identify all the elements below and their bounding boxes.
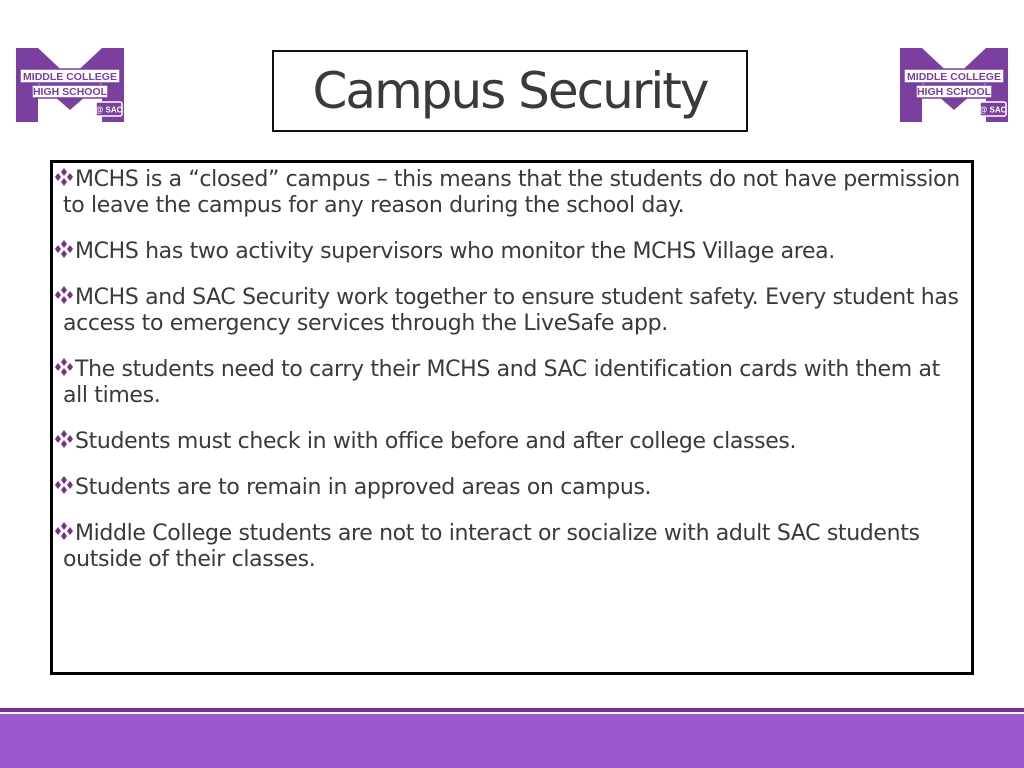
footer-band — [0, 714, 1024, 768]
logo-line1: MIDDLE COLLEGE — [907, 71, 1001, 83]
bullet-text: MCHS has two activity supervisors who monitor the MCHS Village area. — [75, 239, 835, 264]
list-item — [53, 429, 971, 455]
logo-line2: HIGH SCHOOL — [916, 86, 992, 98]
school-logo-right — [900, 48, 1008, 122]
bullet-list — [53, 167, 971, 573]
list-item — [53, 285, 971, 337]
content-box — [50, 160, 974, 675]
bullet-text: MCHS is a “closed” campus – this means that the students do not have permission to leave the campus for any reason during the school day. — [63, 167, 960, 218]
four-diamond-bullet-icon — [53, 475, 75, 495]
logo-badge: @ SAC — [979, 105, 1007, 115]
list-item — [53, 167, 971, 219]
four-diamond-bullet-icon — [53, 429, 75, 449]
four-diamond-bullet-icon — [53, 285, 75, 305]
bullet-text: Students are to remain in approved areas on campus. — [75, 475, 652, 500]
bullet-text: Students must check in with office before and after college classes. — [75, 429, 797, 454]
school-logo-left — [16, 48, 124, 122]
logo-line1: MIDDLE COLLEGE — [23, 71, 117, 83]
page-title: Campus Security — [312, 62, 708, 120]
logo-line2: HIGH SCHOOL — [32, 86, 108, 98]
title-box — [272, 50, 748, 132]
four-diamond-bullet-icon — [53, 521, 75, 541]
bullet-text: The students need to carry their MCHS and SAC identification cards with them at all times. — [63, 357, 940, 408]
four-diamond-bullet-icon — [53, 167, 75, 187]
logo-badge: @ SAC — [95, 105, 123, 115]
list-item — [53, 521, 971, 573]
list-item — [53, 357, 971, 409]
bullet-text: Middle College students are not to interact or socialize with adult SAC students outside of their classes. — [63, 521, 920, 572]
footer-divider — [0, 708, 1024, 712]
list-item — [53, 475, 971, 501]
school-logo-mark — [900, 48, 1008, 122]
school-logo-mark — [16, 48, 124, 122]
bullet-text: MCHS and SAC Security work together to ensure student safety. Every student has access to emergency services through the LiveSafe app. — [63, 285, 959, 336]
four-diamond-bullet-icon — [53, 357, 75, 377]
list-item — [53, 239, 971, 265]
four-diamond-bullet-icon — [53, 239, 75, 259]
